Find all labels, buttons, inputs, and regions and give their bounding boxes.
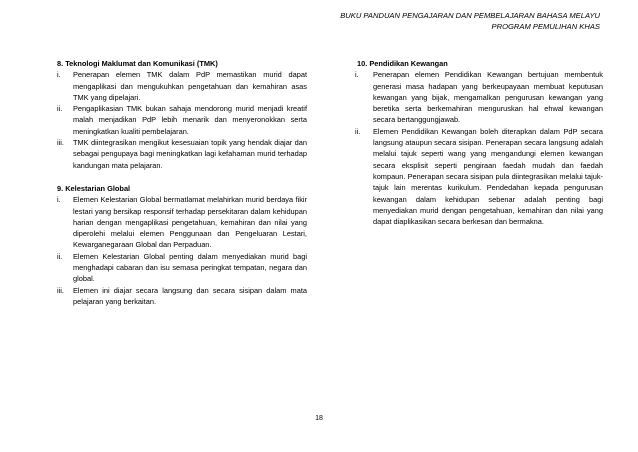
section-title: 10. Pendidikan Kewangan	[357, 59, 448, 68]
item-number: i.	[57, 195, 61, 205]
document-header	[340, 10, 600, 32]
item-text: Elemen Kelestarian Global bermatlamat melahirkan murid berdaya fikir lestari yang bersikap responsif terhadap persekitaran dalam kehidupan harian dengan mengaplikasi pengetahuan, kemahiran dan nilai yang diperolehi melalui elemen Penggunaan dan Pengeluaran Lestari, Kewarganegaraan Global dan Perpaduan.	[73, 195, 307, 250]
item-number: ii.	[57, 104, 63, 114]
list-item	[57, 251, 307, 285]
item-text: Elemen Kelestarian Global penting dalam menyediakan murid bagi menghadapi cabaran dan isu semasa peringkat tempatan, negara dan global.	[73, 251, 307, 284]
section-kelestarian-global	[57, 183, 307, 307]
item-number: ii.	[57, 251, 63, 261]
header-subtitle: PROGRAM PEMULIHAN KHAS	[491, 22, 600, 31]
list-item	[355, 69, 603, 125]
right-column	[355, 58, 603, 239]
header-title: BUKU PANDUAN PENGAJARAN DAN PEMBELAJARAN BAHASA MELAYU	[340, 11, 600, 20]
item-number: iii.	[57, 138, 64, 148]
list-item	[57, 285, 307, 308]
item-text: Pengaplikasian TMK bukan sahaja mendorong murid menjadi kreatif malah menjadikan PdP lebih menarik dan menyeronokkan serta meningkatkan kualiti pembelajaran.	[73, 104, 307, 136]
section-pendidikan-kewangan	[355, 58, 603, 227]
section-tmk	[57, 58, 307, 171]
section-title: 8. Teknologi Maklumat dan Komunikasi (TMK)	[57, 59, 218, 68]
section-title: 9. Kelestarian Global	[57, 183, 131, 193]
item-text: Elemen ini diajar secara langsung dan secara sisipan dalam mata pelajaran yang berkaitan.	[73, 285, 307, 306]
list-item	[57, 194, 307, 250]
item-text: Penerapan elemen TMK dalam PdP memastikan murid dapat mengaplikasi dan mengukuhkan pengetahuan dan kemahiran asas TMK yang dipelajari.	[73, 70, 307, 102]
page-number: 18	[315, 415, 323, 422]
item-number: i.	[355, 70, 359, 80]
item-text: Elemen Pendidikan Kewangan boleh diterapkan dalam PdP secara langsung ataupun secara sisipan. Penerapan secara langsung adalah melalui tajuk seperti wang yang mengandungi elemen kewangan secara eksplisit seperti pengiraan faedah mudah dan faedah kompaun. Penerapan secara sisipan pula diintegrasikan melalui tajuk-tajuk lain merentas kurikulum. Pendedahan kepada pengurusan kewangan dalam kehidupan sebenar adalah penting bagi menyediakan murid dengan pengetahuan, kemahiran dan nilai yang dapat diaplikasikan secara berkesan dan bermakna.	[373, 126, 603, 227]
item-text: Penerapan elemen Pendidikan Kewangan bertujuan membentuk generasi masa hadapan yang berkeupayaan membuat keputusan kewangan yang bijak, mengamalkan pengurusan kewangan yang beretika serta berkemahiran menguruskan hal ehwal kewangan secara bertanggungjawab.	[373, 70, 603, 125]
left-column	[57, 58, 307, 319]
item-number: i.	[57, 70, 61, 80]
list-item	[57, 137, 307, 171]
list-item	[57, 69, 307, 103]
item-number: iii.	[57, 285, 64, 295]
item-number: ii.	[355, 126, 361, 136]
list-item	[57, 103, 307, 137]
item-text: TMK diintegrasikan mengikut kesesuaian topik yang hendak diajar dan sebagai pengupaya bagi meningkatkan lagi kefahaman murid terhadap kandungan mata pelajaran.	[73, 138, 307, 170]
list-item	[355, 126, 603, 228]
